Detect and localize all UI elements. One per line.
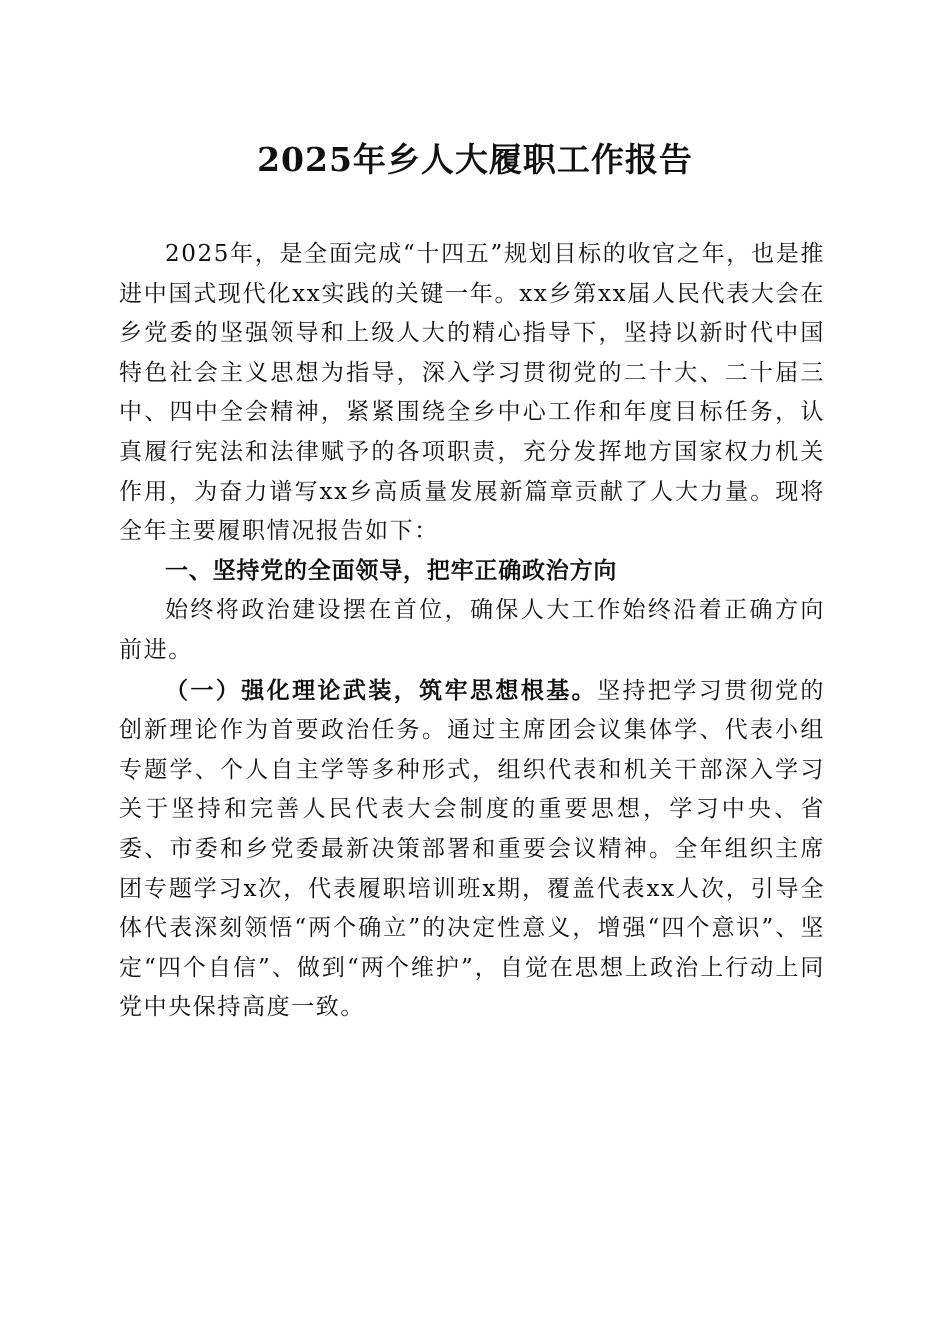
section-paragraph: 始终将政治建设摆在首位，确保人大工作始终沿着正确方向前进。: [119, 597, 825, 663]
subsection-text: 坚持把学习贯彻党的创新理论作为首要政治任务。通过主席团会议集体学、代表小组专题学、个人自主学等多种形式，组织代表和机关干部深入学习关于坚持和完善人民代表大会制度的重要思想，学习中央、省委、市委和乡党委最新决策部署和重要会议精神。全年组织主席团专题学习x次，代表履职培训班x期，覆盖代表xx人次，引导全体代表深刻领悟“两个确立”的决定性意义，增强“四个意识”、坚定“四个自信”、做到“两个维护”，自觉在思想上政治上行动上同党中央保持高度一致。: [119, 677, 826, 1021]
document-title: 2025年乡人大履职工作报告: [257, 140, 693, 179]
intro-paragraph: 2025年，是全面完成“十四五”规划目标的收官之年，也是推进中国式现代化xx实践的关键一年。xx乡第xx届人民代表大会在乡党委的坚强领导和上级人大的精心指导下，坚持以新时代中国特色社会主义思想为指导，深入学习贯彻党的二十大、二十届三中、四中全会精神，紧紧围绕全乡中心工作和年度目标任务，认真履行宪法和法律赋予的各项职责，充分发挥地方国家权力机关作用，为奋力谱写xx乡高质量发展新篇章贡献了人大力量。现将全年主要履职情况报告如下：: [119, 241, 825, 545]
document-body: [119, 235, 825, 1028]
section-heading: 一、坚持党的全面领导，把牢正确政治方向: [165, 557, 618, 584]
subsection-paragraph: [119, 671, 825, 1028]
subsection-lead: （一）强化理论武装，筑牢思想根基。: [165, 676, 598, 704]
